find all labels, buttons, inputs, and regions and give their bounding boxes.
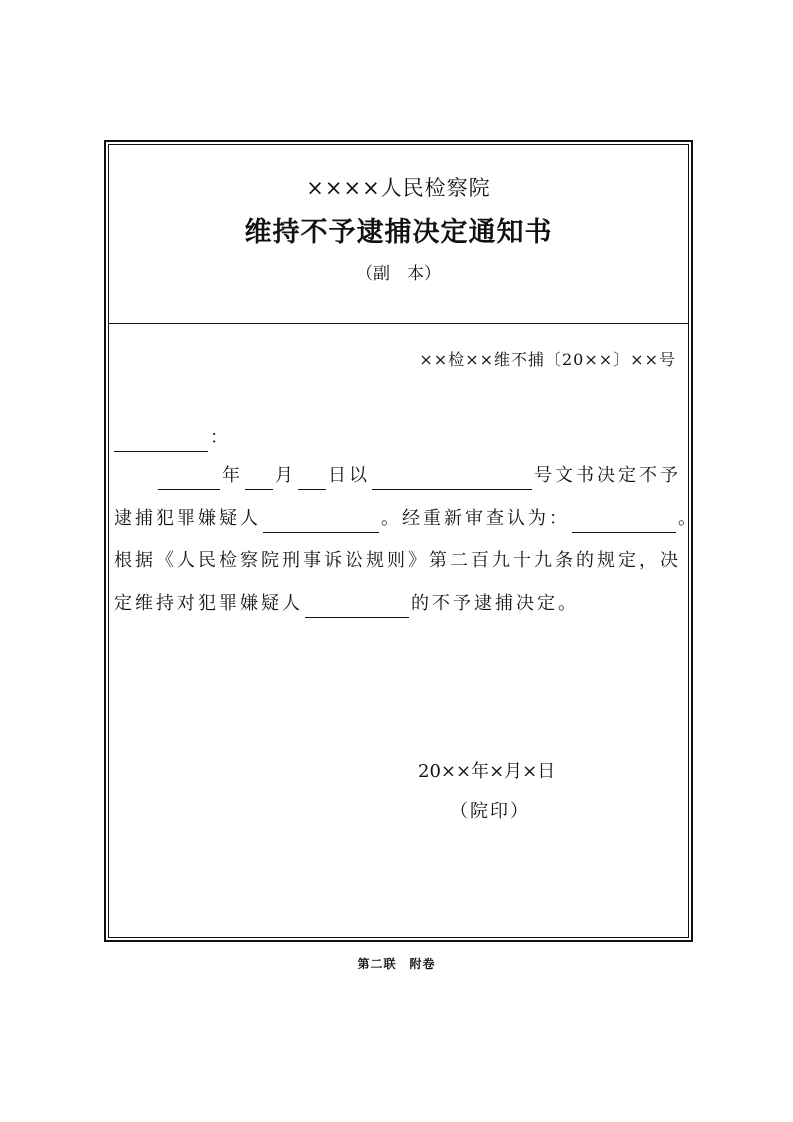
suspect-label: 逮捕犯罪嫌疑人 (114, 508, 261, 529)
document-number: ××检××维不捕〔20××〕××号 (419, 350, 676, 369)
suspect-name-field[interactable] (263, 510, 379, 533)
legal-basis-text: 根据《人民检察院刑事诉讼规则》第二百九十九条的规定，决 (114, 550, 681, 571)
month-field[interactable] (245, 467, 273, 490)
copy-footer: 第二联 附卷 (357, 957, 436, 971)
year-label: 年 (222, 465, 243, 486)
year-field[interactable] (158, 467, 220, 490)
month-label: 月 (275, 465, 296, 486)
review-label: 。经重新审查认为： (381, 508, 570, 529)
header-divider (108, 323, 689, 324)
decision-tail: 的不予逮捕决定。 (411, 593, 579, 614)
maintain-label: 定维持对犯罪嫌疑人 (114, 593, 303, 614)
copy-label: （副 本） (356, 264, 441, 284)
recipient-line (114, 424, 231, 452)
paragraph-line-3 (114, 547, 681, 575)
document-ref-label: 号文书决定不予 (534, 465, 681, 486)
recipient-field[interactable] (114, 429, 208, 452)
seal-label: （院印） (450, 801, 530, 822)
period-mark: 。 (678, 508, 699, 529)
paragraph-line-1 (156, 462, 681, 490)
review-finding-field[interactable] (572, 510, 676, 533)
signature-date: 20××年×月×日 (418, 761, 556, 782)
procuratorate-name: ××××人民检察院 (306, 176, 491, 200)
recipient-colon: ： (210, 427, 231, 448)
paragraph-line-4 (114, 590, 579, 618)
suspect-name-field-2[interactable] (305, 595, 409, 618)
day-label: 日以 (328, 465, 370, 486)
day-field[interactable] (298, 467, 326, 490)
document-ref-field[interactable] (372, 467, 532, 490)
document-title: 维持不予逮捕决定通知书 (244, 217, 553, 248)
paragraph-line-2 (114, 505, 699, 533)
